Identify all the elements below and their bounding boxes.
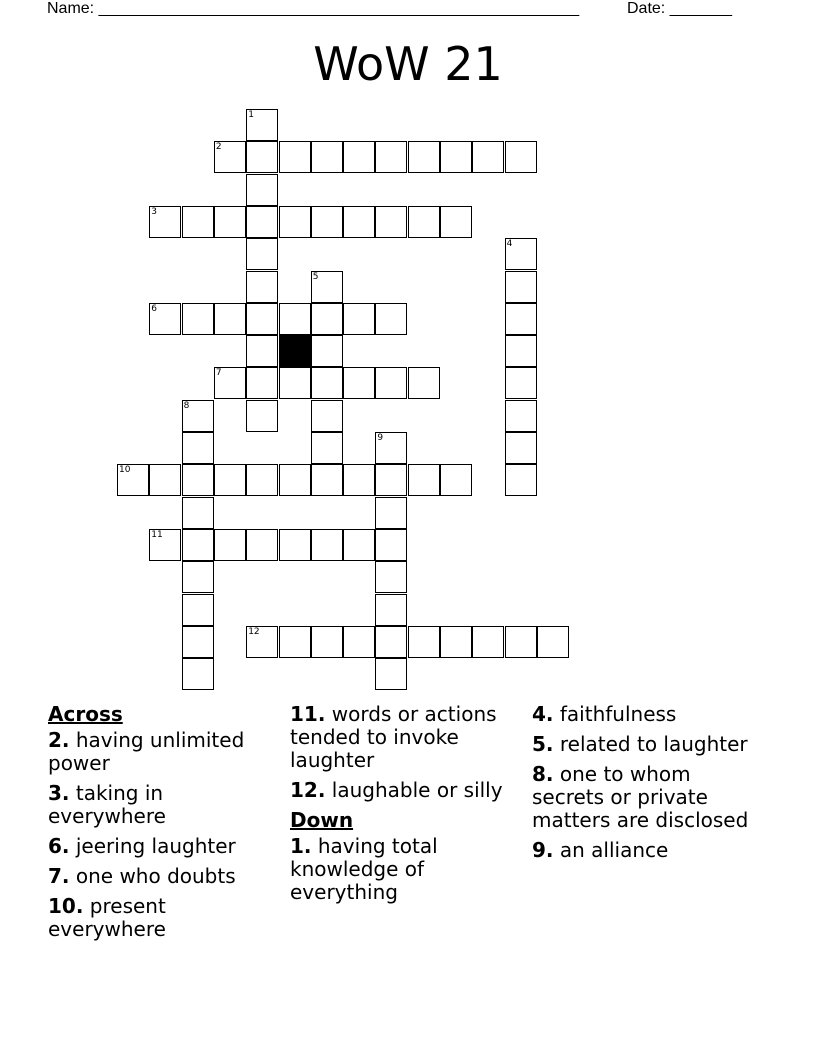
grid-cell[interactable] (505, 367, 537, 399)
grid-cell[interactable] (246, 238, 278, 270)
clue-down-1: 1. having total knowledge of everything (290, 834, 438, 904)
grid-cell[interactable] (246, 271, 278, 303)
grid-cell[interactable] (311, 464, 343, 496)
grid-cell[interactable] (505, 432, 537, 464)
grid-block (279, 335, 311, 367)
clue-across-3: 3. taking in everywhere (48, 781, 166, 828)
grid-cell[interactable] (182, 626, 214, 658)
grid-cell[interactable] (246, 400, 278, 432)
grid-cell[interactable] (311, 271, 343, 303)
grid-cell[interactable] (311, 432, 343, 464)
clue-down-8: 8. one to whom secrets or private matters are disclosed (532, 762, 749, 832)
clue-across-11: 11. words or actions tended to invoke laughter (290, 702, 497, 772)
grid-cell[interactable] (440, 206, 472, 238)
clue-across-12: 12. laughable or silly (290, 778, 503, 802)
grid-cell[interactable] (505, 271, 537, 303)
grid-cell[interactable] (505, 335, 537, 367)
clue-column-2 (290, 703, 525, 911)
grid-cell[interactable] (214, 141, 246, 173)
grid-cell[interactable] (279, 529, 311, 561)
grid-cell[interactable] (246, 464, 278, 496)
grid-cell[interactable] (440, 464, 472, 496)
grid-cell[interactable] (149, 303, 181, 335)
grid-cell[interactable] (311, 335, 343, 367)
grid-cell[interactable] (472, 141, 504, 173)
grid-cell[interactable] (246, 141, 278, 173)
grid-cell[interactable] (472, 626, 504, 658)
cell-number: 3 (151, 206, 158, 217)
clue-column-1 (48, 703, 283, 948)
grid-cell[interactable] (279, 303, 311, 335)
grid-cell[interactable] (505, 303, 537, 335)
grid-cell[interactable] (182, 658, 214, 690)
clue-across-7: 7. one who doubts (48, 864, 236, 888)
date-field-label: Date: _______ (627, 0, 732, 17)
grid-cell[interactable] (311, 206, 343, 238)
grid-cell[interactable] (182, 594, 214, 626)
name-field-label: Name: ______________________________________________________ (47, 0, 580, 17)
grid-cell[interactable] (505, 400, 537, 432)
grid-cell[interactable] (440, 626, 472, 658)
grid-cell[interactable] (505, 238, 537, 270)
cell-number: 12 (248, 626, 260, 637)
grid-cell[interactable] (408, 367, 440, 399)
grid-cell[interactable] (214, 464, 246, 496)
grid-cell[interactable] (343, 303, 375, 335)
grid-cell[interactable] (537, 626, 569, 658)
cell-number: 10 (119, 465, 131, 476)
clue-across-6: 6. jeering laughter (48, 834, 236, 858)
grid-cell[interactable] (279, 464, 311, 496)
grid-cell[interactable] (214, 303, 246, 335)
grid-cell[interactable] (311, 367, 343, 399)
grid-cell[interactable] (505, 141, 537, 173)
grid-cell[interactable] (343, 141, 375, 173)
cell-number: 7 (215, 368, 222, 379)
grid-cell[interactable] (214, 529, 246, 561)
clue-down-4: 4. faithfulness (532, 702, 677, 726)
clue-down-9: 9. an alliance (532, 838, 669, 862)
grid-cell[interactable] (343, 626, 375, 658)
grid-cell[interactable] (182, 464, 214, 496)
grid-cell[interactable] (375, 206, 407, 238)
grid-cell[interactable] (246, 529, 278, 561)
grid-cell[interactable] (182, 432, 214, 464)
grid-cell[interactable] (343, 367, 375, 399)
clue-across-2: 2. having unlimited power (48, 728, 245, 775)
grid-cell[interactable] (246, 626, 278, 658)
grid-cell[interactable] (149, 529, 181, 561)
grid-cell[interactable] (311, 303, 343, 335)
grid-cell[interactable] (182, 206, 214, 238)
page-title: WoW 21 (313, 37, 503, 91)
grid-cell[interactable] (408, 464, 440, 496)
grid-cell[interactable] (375, 561, 407, 593)
grid-cell[interactable] (375, 464, 407, 496)
grid-cell[interactable] (375, 529, 407, 561)
grid-cell[interactable] (279, 206, 311, 238)
grid-cell[interactable] (375, 594, 407, 626)
grid-cell[interactable] (182, 400, 214, 432)
grid-cell[interactable] (375, 141, 407, 173)
cell-number: 2 (215, 142, 222, 153)
cell-number: 4 (506, 239, 513, 250)
grid-cell[interactable] (375, 367, 407, 399)
grid-cell[interactable] (214, 367, 246, 399)
grid-cell[interactable] (311, 529, 343, 561)
grid-cell[interactable] (279, 141, 311, 173)
grid-cell[interactable] (375, 303, 407, 335)
grid-cell[interactable] (375, 626, 407, 658)
grid-cell[interactable] (408, 141, 440, 173)
grid-cell[interactable] (375, 497, 407, 529)
down-heading: Down (290, 808, 354, 832)
grid-cell[interactable] (246, 206, 278, 238)
grid-cell[interactable] (246, 335, 278, 367)
grid-cell[interactable] (182, 497, 214, 529)
clue-across-10: 10. present everywhere (48, 894, 166, 941)
grid-cell[interactable] (343, 529, 375, 561)
grid-cell[interactable] (375, 432, 407, 464)
clue-column-3 (532, 703, 767, 869)
grid-cell[interactable] (279, 367, 311, 399)
grid-cell[interactable] (343, 206, 375, 238)
grid-cell[interactable] (246, 303, 278, 335)
grid-cell[interactable] (343, 464, 375, 496)
grid-cell[interactable] (246, 109, 278, 141)
grid-cell[interactable] (311, 400, 343, 432)
grid-cell[interactable] (311, 141, 343, 173)
grid-cell[interactable] (408, 206, 440, 238)
grid-cell[interactable] (408, 626, 440, 658)
cell-number: 6 (151, 303, 158, 314)
grid-cell[interactable] (246, 174, 278, 206)
cell-number: 5 (312, 271, 319, 282)
grid-cell[interactable] (149, 206, 181, 238)
grid-cell[interactable] (182, 529, 214, 561)
cell-number: 11 (151, 529, 163, 540)
grid-cell[interactable] (279, 626, 311, 658)
grid-cell[interactable] (440, 141, 472, 173)
grid-cell[interactable] (117, 464, 149, 496)
grid-cell[interactable] (246, 367, 278, 399)
grid-cell[interactable] (505, 464, 537, 496)
cell-number: 1 (248, 110, 254, 120)
across-heading: Across (48, 702, 123, 726)
grid-cell[interactable] (214, 206, 246, 238)
cell-number: 9 (377, 433, 384, 443)
grid-cell[interactable] (182, 303, 214, 335)
cell-number: 8 (183, 400, 190, 411)
grid-cell[interactable] (505, 626, 537, 658)
grid-cell[interactable] (311, 626, 343, 658)
clue-down-5: 5. related to laughter (532, 732, 748, 756)
grid-cell[interactable] (375, 658, 407, 690)
grid-cell[interactable] (149, 464, 181, 496)
grid-cell[interactable] (182, 561, 214, 593)
